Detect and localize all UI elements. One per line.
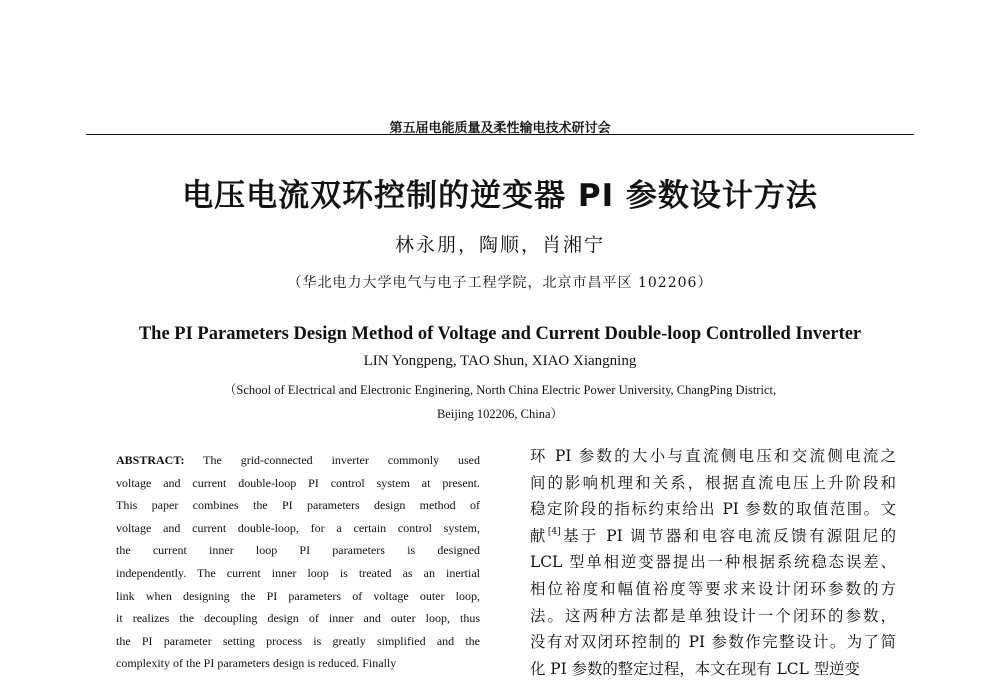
body-text: 献 [530, 526, 548, 545]
body-line: LCL 型单相逆变器提出一种根据系统稳态误差、 [530, 553, 896, 572]
body-line: 环 PI 参数的大小与直流侧电压和交流侧电流之 [530, 447, 896, 465]
chinese-authors: 林永朋，陶顺，肖湘宁 [394, 234, 605, 256]
abstract-line [116, 449, 480, 472]
chinese-body-column [530, 443, 896, 682]
abstract-text: The grid-connected inverter commonly used [184, 453, 480, 467]
header-rule [86, 134, 914, 135]
body-line: 相位裕度和幅值裕度等要求来设计闭环参数的方 [530, 579, 896, 598]
abstract-label: ABSTRACT: [116, 453, 185, 467]
english-affiliation-line: Beijing 102206, China） [436, 407, 564, 421]
abstract-line: voltage and current double-loop, for a certain control system, [116, 520, 480, 535]
body-line: 化 PI 参数的整定过程，本文在现有 LCL 型逆变 [530, 659, 860, 678]
abstract-line: link when designing the PI parameters of voltage outer loop, [116, 588, 480, 603]
abstract-line: voltage and current double-loop PI control system at present. [116, 475, 480, 490]
body-line: 没有对双闭环控制的 PI 参数作完整设计。为了简 [530, 633, 896, 652]
english-affiliation [0, 378, 1000, 426]
citation-ref[interactable]: [4] [547, 526, 561, 537]
english-abstract [116, 449, 480, 675]
abstract-line: the PI parameter setting process is greatly simplified and the [116, 633, 480, 648]
body-line: 法。这两种方法都是单独设计一个闭环的参数， [530, 606, 896, 625]
body-text: 基于 PI 调节器和电容电流反馈有源阻尼的 [560, 526, 896, 545]
body-line: 间的影响机理和关系，根据直流电压上升阶段和 [530, 473, 896, 492]
abstract-line: the current inner loop PI parameters is designed [116, 543, 480, 558]
abstract-line: independently. The current inner loop is treated as an inertial [116, 565, 480, 580]
chinese-affiliation: （华北电力大学电气与电子工程学院，北京市昌平区 102206） [287, 275, 713, 291]
chinese-title: 电压电流双环控制的逆变器 PI 参数设计方法 [182, 178, 818, 214]
conference-header: 第五届电能质量及柔性输电技术研讨会 [389, 121, 611, 136]
abstract-line: it realizes the decoupling design of inner and outer loop, thus [116, 611, 480, 626]
body-line [530, 523, 896, 550]
abstract-line: complexity of the PI parameters design is reduced. Finally [116, 656, 397, 671]
english-affiliation-line: （School of Electrical and Electronic Enginering, North China Electric Power University, ChangPing District, [223, 383, 777, 397]
english-title: The PI Parameters Design Method of Voltage and Current Double-loop Controlled Inverter [138, 324, 862, 344]
english-authors: LIN Yongpeng, TAO Shun, XIAO Xiangning [363, 353, 637, 369]
body-line: 稳定阶段的指标约束给出 PI 参数的取值范围。文 [530, 500, 896, 519]
abstract-line: This paper combines the PI parameters design method of [116, 498, 480, 513]
